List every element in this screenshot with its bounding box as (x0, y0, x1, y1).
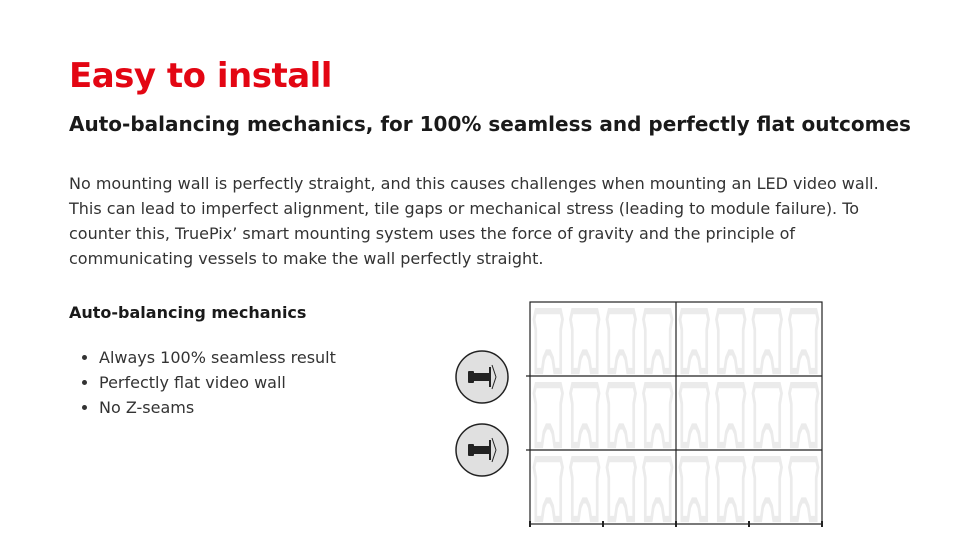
led-module-tile (717, 459, 746, 519)
led-module-tile (571, 311, 600, 371)
led-module-tile (717, 385, 746, 445)
led-module-tile (534, 385, 563, 445)
led-module-tile (607, 385, 636, 445)
led-module-tile (644, 311, 673, 371)
led-module-tile (571, 385, 600, 445)
led-module-tile (753, 311, 782, 371)
feature-item: • No Z-seams (99, 395, 336, 420)
led-module-tile (534, 311, 563, 371)
led-module-tile (790, 311, 819, 371)
led-module-tile (534, 459, 563, 519)
feature-item: • Always 100% seamless result (99, 345, 336, 370)
led-module-tile (607, 459, 636, 519)
features-heading: Auto-balancing mechanics (69, 303, 307, 322)
led-module-tile (571, 459, 600, 519)
mounting-diagram (450, 296, 830, 532)
led-module-tile (680, 311, 709, 371)
page-subtitle: Auto-balancing mechanics, for 100% seamless and perfectly flat outcomes (69, 112, 911, 136)
led-module-tile (680, 459, 709, 519)
intro-paragraph: No mounting wall is perfectly straight, and this causes challenges when mounting an LED video wall. This can lead to imperfect alignment, tile gaps or mechanical stress (leading to module failure). To counter this, TruePix’ smart mounting system uses the force of gravity and the principle of communicating vessels to make the wall perfectly straight. (69, 174, 879, 268)
led-module-tile (644, 385, 673, 445)
led-module-tile (753, 459, 782, 519)
screw-icon (456, 351, 508, 403)
feature-item: • Perfectly flat video wall (99, 370, 336, 395)
screw-icon (456, 424, 508, 476)
led-module-tile (717, 311, 746, 371)
page-title: Easy to install (69, 56, 332, 96)
led-module-tile (753, 385, 782, 445)
features-list (79, 345, 336, 420)
led-module-tile (790, 385, 819, 445)
led-module-tile (607, 311, 636, 371)
led-module-tile (680, 385, 709, 445)
led-module-tile (644, 459, 673, 519)
led-module-tile (790, 459, 819, 519)
